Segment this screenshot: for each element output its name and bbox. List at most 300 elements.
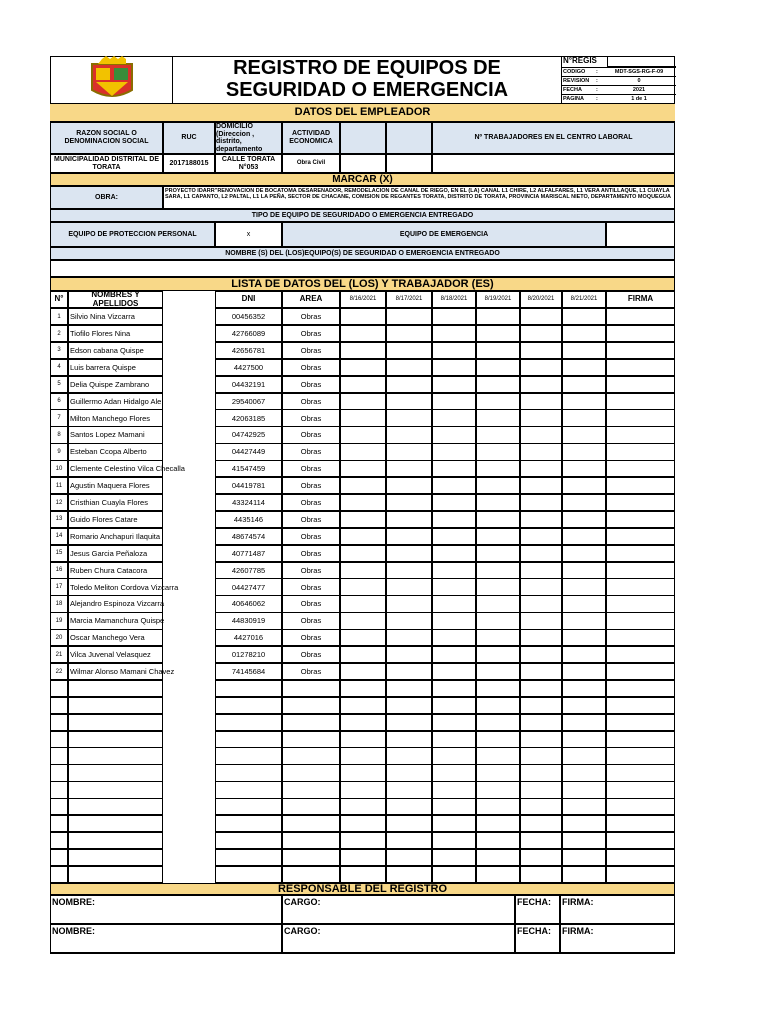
row-number: 12 — [50, 494, 68, 511]
row-date-check[interactable] — [432, 376, 476, 393]
meta-value: 2021 — [632, 87, 646, 93]
row-date-check[interactable] — [562, 578, 606, 595]
row-date-check[interactable] — [476, 426, 520, 443]
row-date-check[interactable] — [386, 832, 432, 849]
row-number: 22 — [50, 663, 68, 680]
row-date-check[interactable] — [520, 376, 562, 393]
row-date-check[interactable] — [432, 578, 476, 595]
row-date-check[interactable] — [340, 680, 386, 697]
row-date-check[interactable] — [386, 393, 432, 410]
row-date-check[interactable] — [432, 815, 476, 832]
row-date-check[interactable] — [562, 393, 606, 410]
row-date-check[interactable] — [520, 798, 562, 815]
row-date-check[interactable] — [520, 528, 562, 545]
row-date-check[interactable] — [562, 832, 606, 849]
row-date-check[interactable] — [562, 731, 606, 748]
row-date-check[interactable] — [386, 325, 432, 342]
responsable-nombre[interactable] — [50, 924, 282, 953]
row-date-check[interactable] — [562, 426, 606, 443]
emergencia-mark[interactable] — [606, 222, 675, 247]
row-date-check[interactable] — [476, 511, 520, 528]
row-firma[interactable] — [606, 545, 675, 562]
responsable-fecha[interactable] — [515, 924, 560, 953]
row-date-check[interactable] — [432, 680, 476, 697]
row-date-check[interactable] — [476, 477, 520, 494]
row-date-check[interactable] — [340, 612, 386, 629]
row-date-check[interactable] — [476, 815, 520, 832]
row-date-check[interactable] — [386, 426, 432, 443]
responsable-cargo[interactable] — [282, 924, 515, 953]
row-firma[interactable] — [606, 443, 675, 460]
row-date-check[interactable] — [432, 714, 476, 731]
row-date-check[interactable] — [386, 849, 432, 866]
row-date-check[interactable] — [476, 562, 520, 579]
row-date-check[interactable] — [432, 798, 476, 815]
row-date-check[interactable] — [340, 697, 386, 714]
row-date-check[interactable] — [562, 511, 606, 528]
row-date-check[interactable] — [340, 663, 386, 680]
row-date-check[interactable] — [386, 764, 432, 781]
row-date-check[interactable] — [386, 477, 432, 494]
meta-label: FECHA — [563, 87, 582, 93]
row-date-check[interactable] — [562, 747, 606, 764]
meta-row — [562, 76, 676, 85]
row-date-check[interactable] — [386, 460, 432, 477]
row-date-check[interactable] — [432, 612, 476, 629]
row-date-check[interactable] — [340, 545, 386, 562]
row-date-check[interactable] — [386, 409, 432, 426]
row-dni — [215, 815, 282, 832]
row-date-check[interactable] — [562, 680, 606, 697]
row-date-check[interactable] — [520, 747, 562, 764]
row-date-check[interactable] — [432, 359, 476, 376]
row-date-check[interactable] — [386, 342, 432, 359]
row-date-check[interactable] — [432, 663, 476, 680]
row-date-check[interactable] — [520, 595, 562, 612]
row-dni — [215, 731, 282, 748]
row-date-check[interactable] — [520, 663, 562, 680]
row-date-check[interactable] — [340, 426, 386, 443]
row-firma[interactable] — [606, 595, 675, 612]
row-date-check[interactable] — [476, 866, 520, 883]
row-date-check[interactable] — [520, 477, 562, 494]
row-date-check[interactable] — [340, 308, 386, 325]
row-date-check[interactable] — [476, 545, 520, 562]
row-date-check[interactable] — [562, 325, 606, 342]
row-date-check[interactable] — [476, 747, 520, 764]
column-header: N° — [50, 291, 68, 308]
row-date-check[interactable] — [432, 545, 476, 562]
row-date-check[interactable] — [520, 359, 562, 376]
header-domicilio: DOMICILIO (Direccion , distrito, departamento — [215, 122, 282, 154]
row-date-check[interactable] — [520, 697, 562, 714]
row-date-check[interactable] — [340, 832, 386, 849]
row-date-check[interactable] — [340, 646, 386, 663]
row-date-check[interactable] — [432, 477, 476, 494]
row-date-check[interactable] — [520, 646, 562, 663]
row-date-check[interactable] — [476, 731, 520, 748]
row-firma[interactable] — [606, 393, 675, 410]
row-date-check[interactable] — [562, 528, 606, 545]
row-date-check[interactable] — [562, 460, 606, 477]
row-date-check[interactable] — [476, 764, 520, 781]
row-date-check[interactable] — [562, 714, 606, 731]
row-firma[interactable] — [606, 426, 675, 443]
row-date-check[interactable] — [432, 409, 476, 426]
trabajadores-value[interactable] — [432, 154, 675, 173]
row-date-check[interactable] — [432, 697, 476, 714]
row-dni: 42607785 — [215, 562, 282, 579]
row-date-check[interactable] — [476, 528, 520, 545]
row-date-check[interactable] — [386, 308, 432, 325]
row-date-check[interactable] — [562, 342, 606, 359]
meta-separator: : — [596, 78, 598, 84]
responsable-fecha-label: FECHA: — [517, 926, 551, 936]
nregis-value[interactable] — [607, 56, 676, 67]
row-date-check[interactable] — [432, 308, 476, 325]
row-date-check[interactable] — [432, 781, 476, 798]
row-date-check[interactable] — [476, 629, 520, 646]
row-date-check[interactable] — [340, 477, 386, 494]
row-date-check[interactable] — [386, 815, 432, 832]
row-dni — [215, 781, 282, 798]
row-date-check[interactable] — [476, 325, 520, 342]
row-firma[interactable] — [606, 747, 675, 764]
row-date-check[interactable] — [432, 747, 476, 764]
row-date-check[interactable] — [340, 629, 386, 646]
row-date-check[interactable] — [386, 376, 432, 393]
row-name: Milton Manchego Flores — [68, 409, 163, 426]
row-date-check[interactable] — [432, 832, 476, 849]
row-date-check[interactable] — [340, 325, 386, 342]
row-date-check[interactable] — [386, 714, 432, 731]
row-firma[interactable] — [606, 866, 675, 883]
row-date-check[interactable] — [386, 680, 432, 697]
row-date-check[interactable] — [386, 798, 432, 815]
row-date-check[interactable] — [432, 849, 476, 866]
row-date-check[interactable] — [386, 731, 432, 748]
row-date-check[interactable] — [340, 376, 386, 393]
row-date-check[interactable] — [340, 866, 386, 883]
row-date-check[interactable] — [386, 528, 432, 545]
row-date-check[interactable] — [432, 443, 476, 460]
responsable-firma[interactable] — [560, 924, 675, 953]
row-date-check[interactable] — [432, 342, 476, 359]
row-date-check[interactable] — [386, 545, 432, 562]
row-date-check[interactable] — [476, 460, 520, 477]
row-firma[interactable] — [606, 731, 675, 748]
row-date-check[interactable] — [476, 409, 520, 426]
row-date-check[interactable] — [520, 680, 562, 697]
row-firma[interactable] — [606, 325, 675, 342]
row-firma[interactable] — [606, 528, 675, 545]
row-dni — [215, 866, 282, 883]
row-date-check[interactable] — [562, 359, 606, 376]
responsable-firma[interactable] — [560, 895, 675, 924]
row-date-check[interactable] — [520, 426, 562, 443]
row-date-check[interactable] — [386, 663, 432, 680]
row-date-check[interactable] — [432, 646, 476, 663]
row-date-check[interactable] — [432, 731, 476, 748]
row-firma[interactable] — [606, 714, 675, 731]
row-date-check[interactable] — [386, 866, 432, 883]
row-number — [50, 747, 68, 764]
row-date-check[interactable] — [520, 308, 562, 325]
row-date-check[interactable] — [562, 477, 606, 494]
row-date-check[interactable] — [562, 646, 606, 663]
row-date-check[interactable] — [476, 376, 520, 393]
row-date-check[interactable] — [562, 781, 606, 798]
row-date-check[interactable] — [562, 663, 606, 680]
row-date-check[interactable] — [476, 697, 520, 714]
row-date-check[interactable] — [386, 646, 432, 663]
row-firma[interactable] — [606, 798, 675, 815]
row-date-check[interactable] — [340, 443, 386, 460]
row-dni — [215, 764, 282, 781]
row-date-check[interactable] — [562, 376, 606, 393]
row-dni — [215, 832, 282, 849]
row-date-check[interactable] — [520, 832, 562, 849]
row-date-check[interactable] — [562, 697, 606, 714]
row-date-check[interactable] — [432, 393, 476, 410]
row-date-check[interactable] — [520, 849, 562, 866]
row-date-check[interactable] — [476, 680, 520, 697]
row-date-check[interactable] — [476, 443, 520, 460]
row-date-check[interactable] — [562, 629, 606, 646]
row-date-check[interactable] — [432, 562, 476, 579]
row-firma[interactable] — [606, 562, 675, 579]
row-date-check[interactable] — [432, 595, 476, 612]
row-date-check[interactable] — [432, 460, 476, 477]
row-dni: 01278210 — [215, 646, 282, 663]
row-date-check[interactable] — [340, 815, 386, 832]
row-firma[interactable] — [606, 477, 675, 494]
row-date-check[interactable] — [562, 308, 606, 325]
row-number — [50, 764, 68, 781]
ruc-value: 2017188015 — [163, 154, 215, 173]
row-date-check[interactable] — [520, 731, 562, 748]
blank-value-2[interactable] — [386, 154, 432, 173]
nombres-equipos-value[interactable] — [50, 260, 675, 277]
row-date-check[interactable] — [340, 714, 386, 731]
row-date-check[interactable] — [562, 764, 606, 781]
row-date-check[interactable] — [520, 545, 562, 562]
row-date-check[interactable] — [520, 494, 562, 511]
row-date-check[interactable] — [476, 342, 520, 359]
row-firma[interactable] — [606, 612, 675, 629]
row-firma[interactable] — [606, 578, 675, 595]
row-date-check[interactable] — [340, 359, 386, 376]
row-firma[interactable] — [606, 697, 675, 714]
row-date-check[interactable] — [340, 781, 386, 798]
row-date-check[interactable] — [432, 426, 476, 443]
epp-mark[interactable]: x — [215, 222, 282, 247]
domicilio-value: CALLE TORATA N°053 — [215, 154, 282, 173]
row-date-check[interactable] — [386, 697, 432, 714]
row-area: Obras — [282, 511, 340, 528]
row-date-check[interactable] — [476, 781, 520, 798]
row-firma[interactable] — [606, 663, 675, 680]
row-firma[interactable] — [606, 494, 675, 511]
row-date-check[interactable] — [432, 511, 476, 528]
row-date-check[interactable] — [520, 562, 562, 579]
row-firma[interactable] — [606, 815, 675, 832]
meta-row — [562, 85, 676, 94]
row-date-check[interactable] — [432, 866, 476, 883]
row-date-check[interactable] — [520, 714, 562, 731]
row-firma[interactable] — [606, 308, 675, 325]
row-date-check[interactable] — [520, 578, 562, 595]
row-name: Delia Quispe Zambrano — [68, 376, 163, 393]
row-area: Obras — [282, 409, 340, 426]
row-date-check[interactable] — [340, 764, 386, 781]
row-dni: 40771487 — [215, 545, 282, 562]
row-date-check[interactable] — [386, 595, 432, 612]
row-date-check[interactable] — [520, 409, 562, 426]
row-firma[interactable] — [606, 832, 675, 849]
row-firma[interactable] — [606, 629, 675, 646]
row-date-check[interactable] — [562, 562, 606, 579]
row-date-check[interactable] — [562, 815, 606, 832]
responsable-fecha[interactable] — [515, 895, 560, 924]
row-date-check[interactable] — [340, 578, 386, 595]
row-date-check[interactable] — [386, 511, 432, 528]
row-name — [68, 815, 163, 832]
row-date-check[interactable] — [386, 747, 432, 764]
row-date-check[interactable] — [340, 798, 386, 815]
row-firma[interactable] — [606, 764, 675, 781]
row-date-check[interactable] — [520, 629, 562, 646]
row-date-check[interactable] — [520, 511, 562, 528]
row-date-check[interactable] — [476, 663, 520, 680]
row-date-check[interactable] — [386, 443, 432, 460]
row-date-check[interactable] — [340, 409, 386, 426]
row-date-check[interactable] — [476, 308, 520, 325]
row-date-check[interactable] — [386, 612, 432, 629]
row-date-check[interactable] — [520, 460, 562, 477]
row-date-check[interactable] — [476, 849, 520, 866]
row-firma[interactable] — [606, 359, 675, 376]
row-name: Vilca Juvenal Velasquez — [68, 646, 163, 663]
row-area: Obras — [282, 342, 340, 359]
row-date-check[interactable] — [340, 393, 386, 410]
row-date-check[interactable] — [520, 612, 562, 629]
row-date-check[interactable] — [520, 342, 562, 359]
row-date-check[interactable] — [386, 562, 432, 579]
meta-separator: : — [596, 69, 598, 75]
row-date-check[interactable] — [340, 528, 386, 545]
row-date-check[interactable] — [340, 747, 386, 764]
row-date-check[interactable] — [386, 578, 432, 595]
row-number: 1 — [50, 308, 68, 325]
row-date-check[interactable] — [340, 849, 386, 866]
row-dni: 43324114 — [215, 494, 282, 511]
row-dni: 42766089 — [215, 325, 282, 342]
row-date-check[interactable] — [520, 781, 562, 798]
row-dni: 4427016 — [215, 629, 282, 646]
row-date-check[interactable] — [340, 731, 386, 748]
row-dni: 4427500 — [215, 359, 282, 376]
row-date-check[interactable] — [432, 528, 476, 545]
row-date-check[interactable] — [476, 494, 520, 511]
row-date-check[interactable] — [386, 629, 432, 646]
row-area: Obras — [282, 426, 340, 443]
row-dni: 00456352 — [215, 308, 282, 325]
row-date-check[interactable] — [520, 393, 562, 410]
row-date-check[interactable] — [432, 325, 476, 342]
row-firma[interactable] — [606, 376, 675, 393]
row-date-check[interactable] — [432, 764, 476, 781]
row-date-check[interactable] — [340, 511, 386, 528]
row-firma[interactable] — [606, 646, 675, 663]
row-date-check[interactable] — [520, 764, 562, 781]
row-date-check[interactable] — [520, 443, 562, 460]
row-date-check[interactable] — [432, 494, 476, 511]
row-date-check[interactable] — [340, 460, 386, 477]
row-firma[interactable] — [606, 849, 675, 866]
row-area: Obras — [282, 663, 340, 680]
row-date-check[interactable] — [476, 595, 520, 612]
row-number — [50, 781, 68, 798]
row-date-check[interactable] — [476, 798, 520, 815]
row-firma[interactable] — [606, 342, 675, 359]
row-firma[interactable] — [606, 781, 675, 798]
row-date-check[interactable] — [340, 562, 386, 579]
row-firma[interactable] — [606, 680, 675, 697]
row-date-check[interactable] — [562, 545, 606, 562]
row-date-check[interactable] — [562, 595, 606, 612]
column-header: 8/20/2021 — [520, 291, 562, 308]
row-date-check[interactable] — [562, 849, 606, 866]
row-date-check[interactable] — [476, 714, 520, 731]
row-date-check[interactable] — [476, 578, 520, 595]
header-ruc: RUC — [163, 122, 215, 154]
row-name — [68, 747, 163, 764]
row-date-check[interactable] — [340, 494, 386, 511]
row-date-check[interactable] — [386, 781, 432, 798]
row-date-check[interactable] — [562, 443, 606, 460]
row-date-check[interactable] — [340, 342, 386, 359]
row-date-check[interactable] — [340, 595, 386, 612]
row-name: Esteban Ccopa Alberto — [68, 443, 163, 460]
row-firma[interactable] — [606, 409, 675, 426]
row-date-check[interactable] — [476, 832, 520, 849]
row-date-check[interactable] — [562, 494, 606, 511]
row-date-check[interactable] — [562, 798, 606, 815]
row-date-check[interactable] — [476, 393, 520, 410]
row-name: Cristhian Cuayla Flores — [68, 494, 163, 511]
row-date-check[interactable] — [562, 612, 606, 629]
row-number — [50, 798, 68, 815]
row-date-check[interactable] — [476, 646, 520, 663]
row-date-check[interactable] — [562, 409, 606, 426]
row-date-check[interactable] — [520, 815, 562, 832]
row-firma[interactable] — [606, 511, 675, 528]
responsable-cargo[interactable] — [282, 895, 515, 924]
row-date-check[interactable] — [386, 494, 432, 511]
row-date-check[interactable] — [520, 325, 562, 342]
row-name — [68, 680, 163, 697]
row-date-check[interactable] — [562, 866, 606, 883]
row-date-check[interactable] — [386, 359, 432, 376]
row-date-check[interactable] — [476, 359, 520, 376]
row-date-check[interactable] — [476, 612, 520, 629]
blank-value-1[interactable] — [340, 154, 386, 173]
row-firma[interactable] — [606, 460, 675, 477]
row-date-check[interactable] — [432, 629, 476, 646]
responsable-nombre[interactable] — [50, 895, 282, 924]
row-date-check[interactable] — [520, 866, 562, 883]
